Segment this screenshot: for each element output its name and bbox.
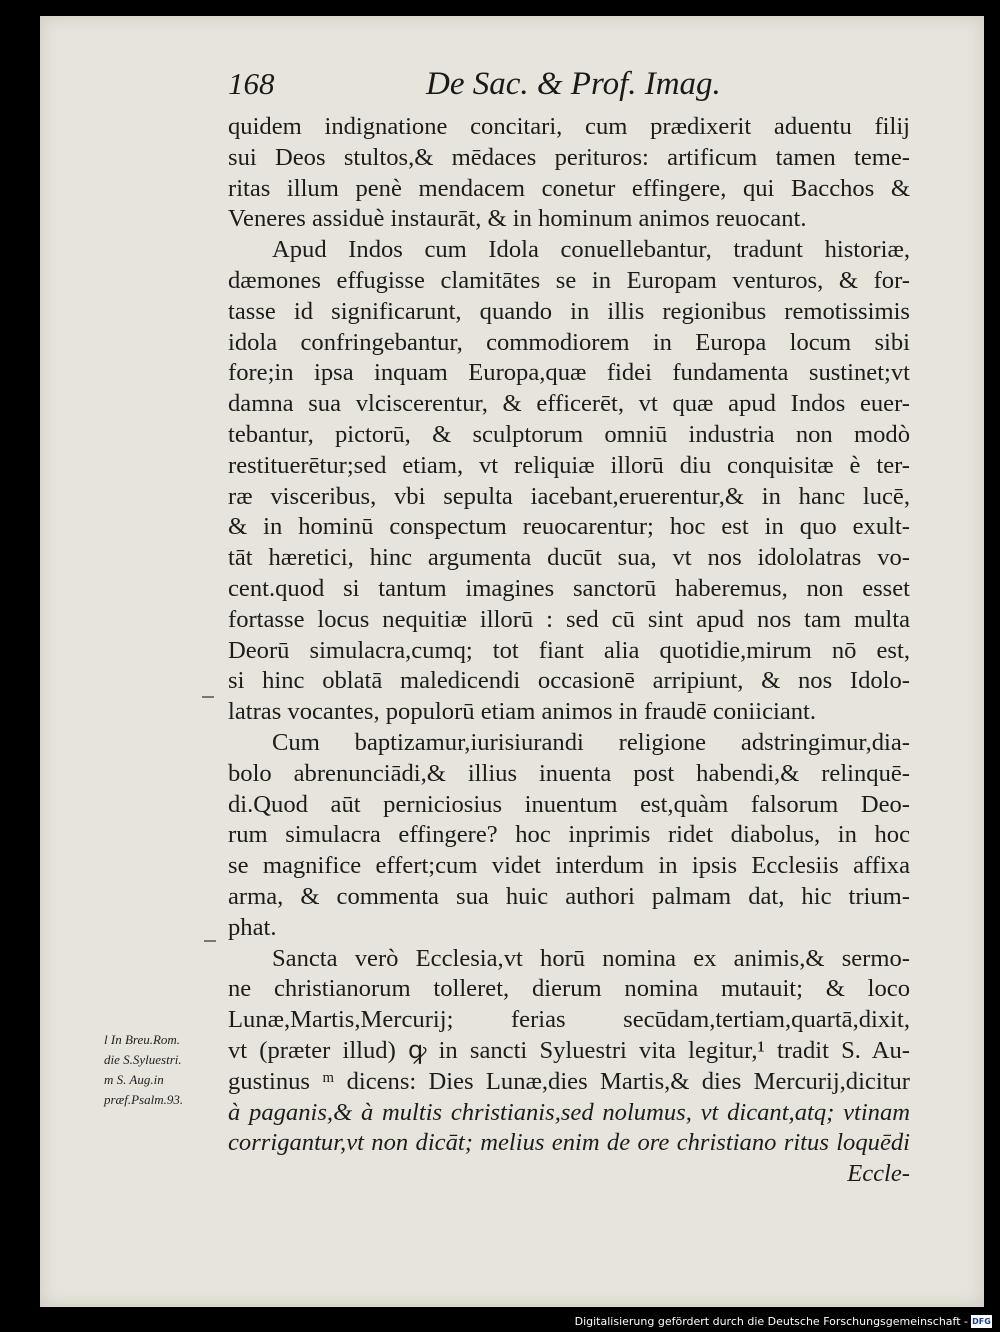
dfg-logo: DFG <box>972 1317 991 1326</box>
text-line: à paganis,& à multis christianis,sed nolumus, vt dicant,atq; vtinam <box>228 1098 910 1126</box>
text-line: bolo abrenunciādi,& illius inuenta post habendi,& relinquē- <box>228 759 910 787</box>
margin-note-line: præf.Psalm.93. <box>104 1092 184 1107</box>
text-line: arma, & commenta sua huic authori palmam dat, hic trium- <box>228 882 910 910</box>
text-line: damna sua vlciscerentur, & efficerēt, vt quæ apud Indos euer- <box>228 390 910 418</box>
running-title: De Sac. & Prof. Imag. <box>426 66 721 102</box>
text-line: vt (præter illud) ꝙ in sancti Syluestri vita legitur,¹ tradit S. Au- <box>228 1036 910 1064</box>
text-line: si hinc oblatā maledicendi occasionē arripiunt, & nos Idolo- <box>228 667 910 695</box>
text-line: tāt hæretici, hinc argumenta ducūt sua, vt nos idololatras vo- <box>228 544 910 572</box>
text-line: Apud Indos cum Idola conuellebantur, tradunt historiæ, <box>272 236 910 264</box>
text-line: dæmones effugisse clamitātes se in Europam venturos, & for- <box>228 266 910 294</box>
text-line: Cum baptizamur,iurisiurandi religione adstringimur,dia- <box>272 728 910 756</box>
margin-tick-mark <box>204 940 216 942</box>
text-line: ne christianorum tolleret, dierum nomina mutauit; & loco <box>228 975 910 1003</box>
footer-credit: Digitalisierung gefördert durch die Deutsche Forschungsgemeinschaft - <box>574 1315 968 1328</box>
text-line: & in hominū conspectum reuocarentur; hoc est in quo exult- <box>228 513 910 541</box>
digitization-footer <box>574 1314 992 1330</box>
text-line: tebantur, pictorū, & sculptorum omniū industria non modò <box>228 420 910 448</box>
text-line: se magnifice effert;cum videt interdum in ipsis Ecclesiis affixa <box>228 852 910 880</box>
text-line: ritas illum penè mendacem conetur effingere, qui Bacchos & <box>228 174 910 202</box>
body-text <box>228 112 910 1190</box>
margin-note-line: m S. Aug.in <box>104 1072 164 1087</box>
margin-notes <box>104 1030 229 1110</box>
text-line: Veneres assiduè instaurāt, & in hominum animos reuocant. <box>228 205 807 233</box>
book-page <box>40 16 984 1307</box>
text-line: gustinus ᵐ dicens: Dies Lunæ,dies Martis,& dies Mercurij,dicitur <box>228 1067 910 1095</box>
text-line: restituerētur;sed etiam, vt reliquiæ illorū diu conquisitæ è ter- <box>228 451 910 479</box>
text-line: tasse id significarunt, quando in illis regionibus remotissimis <box>228 297 910 325</box>
text-line: phat. <box>228 913 277 941</box>
text-line: ræ visceribus, vbi sepulta iacebant,eruerentur,& in hanc lucē, <box>228 482 910 510</box>
text-line: Deorū simulacra,cumq; tot fiant alia quotidie,mirum nō est, <box>228 636 910 664</box>
text-line: Eccle- <box>847 1160 910 1188</box>
text-line: Sancta verò Ecclesia,vt horū nomina ex animis,& sermo- <box>272 944 910 972</box>
text-line: fortasse locus nequitiæ illorū : sed cū sint apud nos tam multa <box>228 605 910 633</box>
text-line: Lunæ,Martis,Mercurij; ferias secūdam,tertiam,quartā,dixit, <box>228 1006 910 1034</box>
page-header <box>40 66 984 116</box>
text-line: corrigantur,vt non dicāt; melius enim de ore christiano ritus loquēdi <box>228 1129 910 1157</box>
text-line: sui Deos stultos,& mēdaces perituros: artificum tamen teme- <box>228 143 910 171</box>
margin-tick-mark <box>202 696 214 698</box>
text-line: cent.quod si tantum imagines sanctorū haberemus, non esset <box>228 574 910 602</box>
page-number: 168 <box>228 66 275 101</box>
text-line: di.Quod aūt perniciosius inuentum est,quàm falsorum Deo- <box>228 790 910 818</box>
text-line: latras vocantes, populorū etiam animos in fraudē coniiciant. <box>228 698 817 726</box>
text-line: quidem indignatione concitari, cum prædixerit aduentu filij <box>228 113 910 140</box>
text-line: fore;in ipsa inquam Europa,quæ fidei fundamenta sustinet;vt <box>228 359 910 387</box>
margin-note-line: l In Breu.Rom. <box>104 1032 181 1047</box>
text-line: rum simulacra effingere? hoc inprimis ridet diabolus, in hoc <box>228 821 910 849</box>
margin-note-line: die S.Syluestri. <box>104 1052 182 1067</box>
text-line: idola confringebantur, commodiorem in Europa locum sibi <box>228 328 910 356</box>
